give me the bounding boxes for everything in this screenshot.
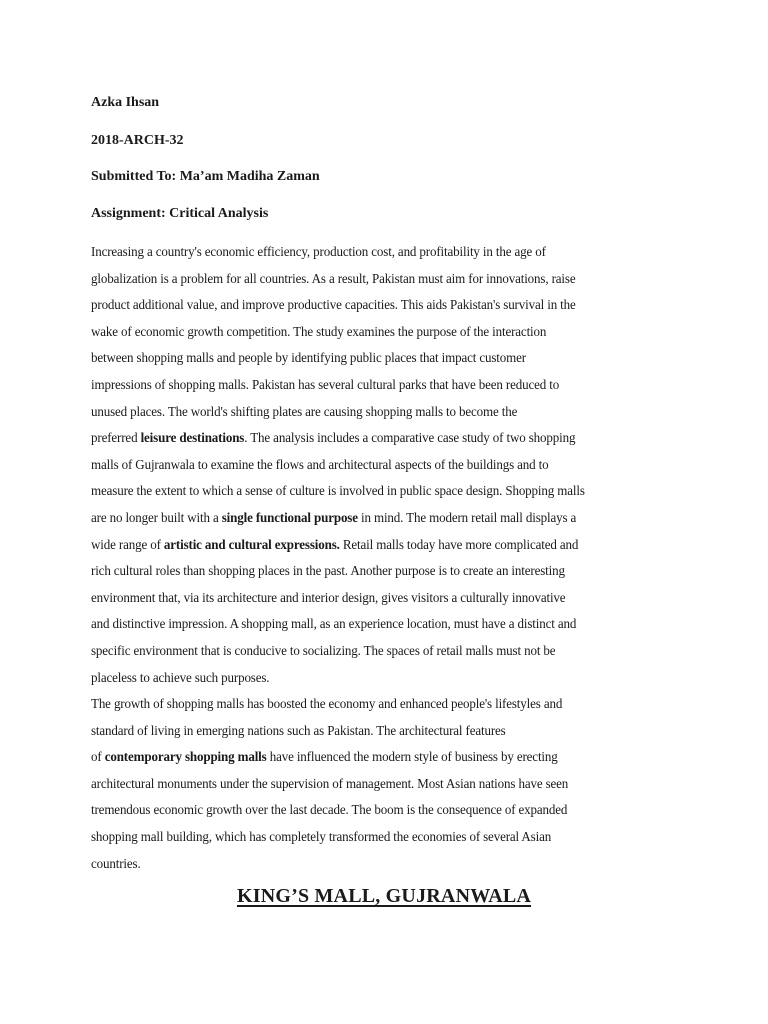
text-line: between shopping malls and people by identifying public places that impact customer xyxy=(91,351,526,367)
assignment-title: Assignment: Critical Analysis xyxy=(91,206,269,221)
text-line: specific environment that is conducive to socializing. The spaces of retail malls must not be xyxy=(91,643,556,659)
text-line: Increasing a country's economic efficiency, production cost, and profitability in the age of xyxy=(91,245,546,260)
text-line: environment that, via its architecture and interior design, gives visitors a culturally innovative xyxy=(91,590,566,606)
text-line: shopping mall building, which has completely transformed the economies of several Asian xyxy=(91,830,552,846)
text-line xyxy=(91,426,649,453)
bold-term-single-functional-purpose: single functional purpose xyxy=(221,510,358,526)
author-name: Azka Ihsan xyxy=(91,95,160,110)
paragraph-1 xyxy=(91,240,649,692)
text-line: rich cultural roles than shopping places in the past. Another purpose is to create an interesting xyxy=(91,564,565,580)
paragraph-2 xyxy=(91,692,649,878)
roll-number: 2018-ARCH-32 xyxy=(91,133,184,148)
text-run: have influenced the modern style of business by erecting xyxy=(266,750,558,766)
text-line: standard of living in emerging nations such as Pakistan. The architectural features xyxy=(91,723,506,739)
text-run: wide range of xyxy=(91,537,164,553)
text-line: measure the extent to which a sense of culture is involved in public space design. Shopping malls xyxy=(91,484,585,500)
bold-term-artistic-cultural-expressions: artistic and cultural expressions. xyxy=(163,537,340,553)
text-run: . The analysis includes a comparative case study of two shopping xyxy=(244,431,576,447)
text-run: Retail malls today have more complicated and xyxy=(339,537,579,553)
text-line: The growth of shopping malls has boosted the economy and enhanced people's lifestyles and xyxy=(91,697,563,713)
text-line: tremendous economic growth over the last decade. The boom is the consequence of expanded xyxy=(91,803,568,819)
text-run: in mind. The modern retail mall displays a xyxy=(357,510,577,526)
text-line xyxy=(91,506,649,533)
section-heading: KING’S MALL, GUJRANWALA xyxy=(236,885,532,907)
text-line: product additional value, and improve productive capacities. This aids Pakistan's survival in the xyxy=(91,298,576,314)
text-line: wake of economic growth competition. The study examines the purpose of the interaction xyxy=(91,324,547,340)
text-line: globalization is a problem for all countries. As a result, Pakistan must aim for innovations, raise xyxy=(91,271,576,287)
text-line: unused places. The world's shifting plates are causing shopping malls to become the xyxy=(91,404,518,420)
text-line: malls of Gujranwala to examine the flows and architectural aspects of the buildings and to xyxy=(91,457,549,473)
text-line: countries. xyxy=(91,856,141,872)
text-line: impressions of shopping malls. Pakistan has several cultural parks that have been reduced to xyxy=(91,377,560,393)
text-line xyxy=(91,533,649,560)
text-line: placeless to achieve such purposes. xyxy=(91,670,270,686)
text-run: of xyxy=(91,750,105,766)
text-line xyxy=(91,745,649,772)
bold-term-contemporary-shopping-malls: contemporary shopping malls xyxy=(104,750,267,766)
submitted-to: Submitted To: Ma’am Madiha Zaman xyxy=(91,169,320,184)
text-line: architectural monuments under the supervision of management. Most Asian nations have seen xyxy=(91,776,569,792)
text-run: are no longer built with a xyxy=(91,510,222,526)
text-line: and distinctive impression. A shopping mall, as an experience location, must have a distinct and xyxy=(91,617,577,633)
bold-term-leisure-destinations: leisure destinations xyxy=(140,431,245,447)
text-run: preferred xyxy=(91,431,141,447)
body-text xyxy=(91,240,649,878)
